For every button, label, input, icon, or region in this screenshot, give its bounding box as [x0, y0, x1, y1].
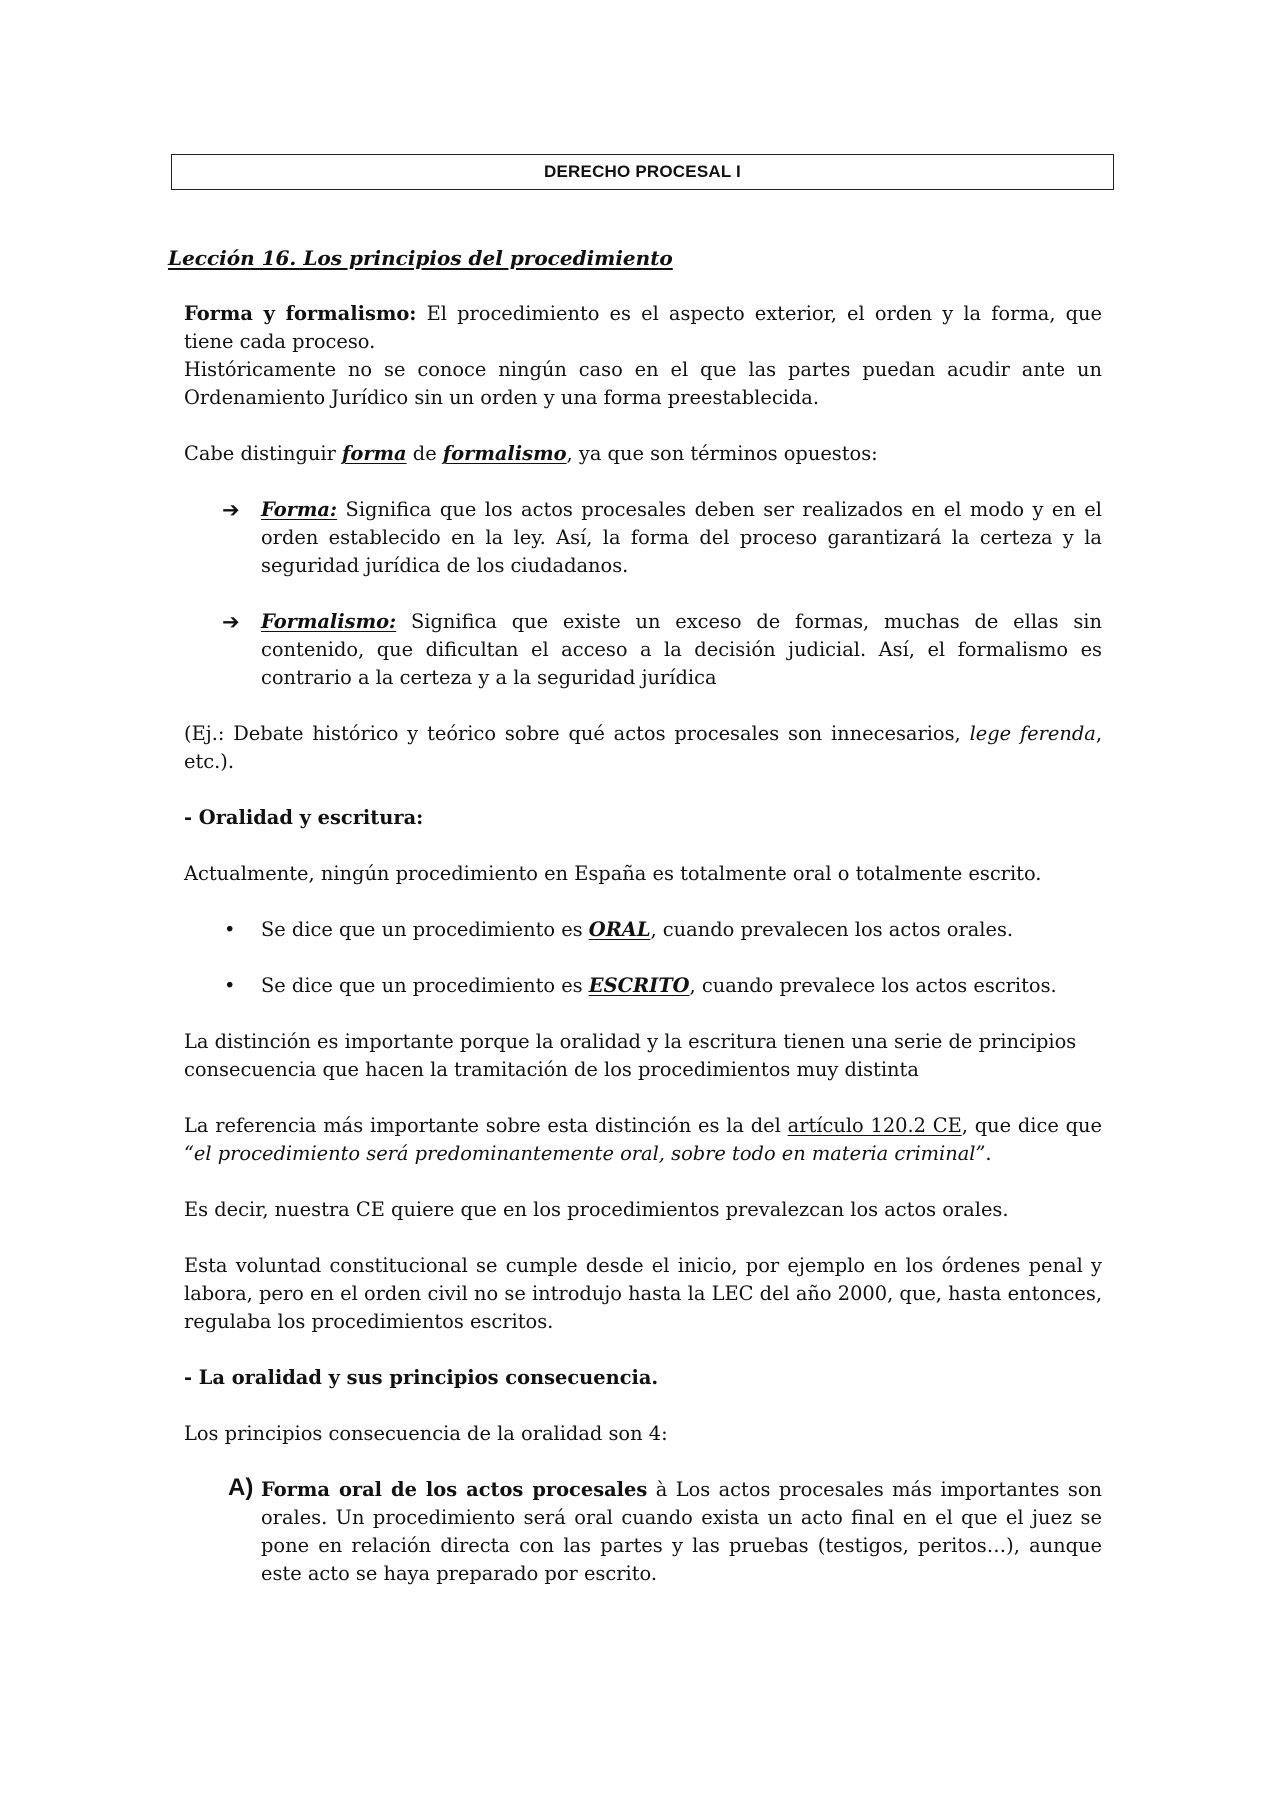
letter-item-arrow: à — [647, 1478, 668, 1501]
forma-paragraph — [184, 300, 1102, 412]
forma-label: Forma y formalismo: — [184, 302, 417, 325]
bullet-term: ESCRITO — [588, 974, 690, 997]
referencia-paragraph — [184, 1112, 1102, 1168]
distinguish-mid: de — [406, 442, 443, 465]
bullet-icon: • — [224, 918, 236, 941]
arrow-item-forma — [184, 496, 1102, 580]
arrow-right-icon: ➔ — [222, 610, 240, 634]
lesson-title: Lección 16. Los principios del procedimiento — [168, 246, 673, 270]
term-formalismo: formalismo — [442, 442, 567, 465]
letter-item-term: Forma oral de los actos procesales — [261, 1478, 648, 1501]
bullet-post: , cuando prevalece los actos escritos. — [689, 974, 1057, 997]
es-decir-paragraph: Es decir, nuestra CE quiere que en los procedimientos prevalezcan los actos orales. — [184, 1198, 1009, 1221]
course-header-box — [171, 154, 1114, 190]
principios-heading: - La oralidad y sus principios consecuencia. — [184, 1366, 659, 1389]
example-post: , etc.). — [184, 722, 1102, 773]
arrow-item-text: Significa que los actos procesales deben ser realizados en el modo y en el orden establecido en la ley. Así, la forma del proceso garantizará la certeza y la seguridad jurídica de los ciudadanos. — [261, 498, 1102, 577]
example-paragraph — [184, 720, 1102, 776]
bullet-pre: Se dice que un procedimiento es — [261, 974, 589, 997]
example-italic: lege ferenda — [969, 722, 1096, 745]
letter-item-text: Los actos procesales más importantes son orales. Un procedimiento será oral cuando exista un acto final en el que el juez se pone en relación directa con las partes y las pruebas (testigos, peritos…), aunque este acto se haya preparado por escrito. — [261, 1478, 1102, 1585]
distinguish-post: , ya que son términos opuestos: — [566, 442, 878, 465]
forma-text-1: El procedimiento es el aspecto exterior, el orden y la forma, que tiene cada proceso. — [184, 302, 1102, 353]
course-title: DERECHO PROCESAL I — [544, 162, 741, 181]
arrow-item-term: Forma: — [261, 498, 338, 521]
bullet-icon: • — [224, 974, 236, 997]
distincion-paragraph: La distinción es importante porque la oralidad y la escritura tienen una serie de principios consecuencia que hacen la tramitación de los procedimientos muy distinta — [184, 1030, 1077, 1081]
oralidad-heading: - Oralidad y escritura: — [184, 806, 424, 829]
voluntad-paragraph: Esta voluntad constitucional se cumple desde el inicio, por ejemplo en los órdenes penal y labora, pero en el orden civil no se introdujo hasta la LEC del año 2000, que, hasta entonces, regulaba los procedimientos escritos. — [184, 1254, 1103, 1333]
letter-item-a — [184, 1476, 1102, 1588]
oralidad-intro: Actualmente, ningún procedimiento en España es totalmente oral o totalmente escrito. — [184, 862, 1042, 885]
bullet-post: , cuando prevalecen los actos orales. — [650, 918, 1014, 941]
bullet-term: ORAL — [588, 918, 651, 941]
bullet-item-escrito — [184, 972, 1102, 1000]
arrow-item-text: Significa que existe un exceso de formas, muchas de ellas sin contenido, que dificultan el acceso a la decisión judicial. Así, el formalismo es contrario a la certeza y a la seguridad jurídica — [261, 610, 1102, 689]
referencia-quote: “el procedimiento será predominantemente oral, sobre todo en materia criminal” — [184, 1142, 986, 1165]
arrow-item-term: Formalismo: — [261, 610, 397, 633]
referencia-post: . — [985, 1142, 992, 1165]
term-forma: forma — [342, 442, 407, 465]
document-body — [184, 300, 1102, 1588]
bullet-item-oral — [184, 916, 1102, 944]
example-pre: (Ej.: Debate histórico y teórico sobre qué actos procesales son innecesarios, — [184, 722, 970, 745]
letter-marker: A) — [228, 1474, 254, 1501]
distinguish-pre: Cabe distinguir — [184, 442, 343, 465]
referencia-mid: , que dice que — [961, 1114, 1103, 1137]
bullet-pre: Se dice que un procedimiento es — [261, 918, 589, 941]
forma-text-2: Históricamente no se conoce ningún caso en el que las partes puedan acudir ante un Ordenamiento Jurídico sin un orden y una forma preestablecida. — [184, 358, 1102, 409]
arrow-right-icon: ➔ — [222, 498, 240, 522]
referencia-pre: La referencia más importante sobre esta distinción es la del — [184, 1114, 788, 1137]
arrow-item-formalismo — [184, 608, 1102, 692]
principios-intro: Los principios consecuencia de la oralidad son 4: — [184, 1422, 668, 1445]
article-reference: artículo 120.2 CE — [787, 1114, 962, 1137]
distinguish-paragraph — [184, 440, 1102, 468]
